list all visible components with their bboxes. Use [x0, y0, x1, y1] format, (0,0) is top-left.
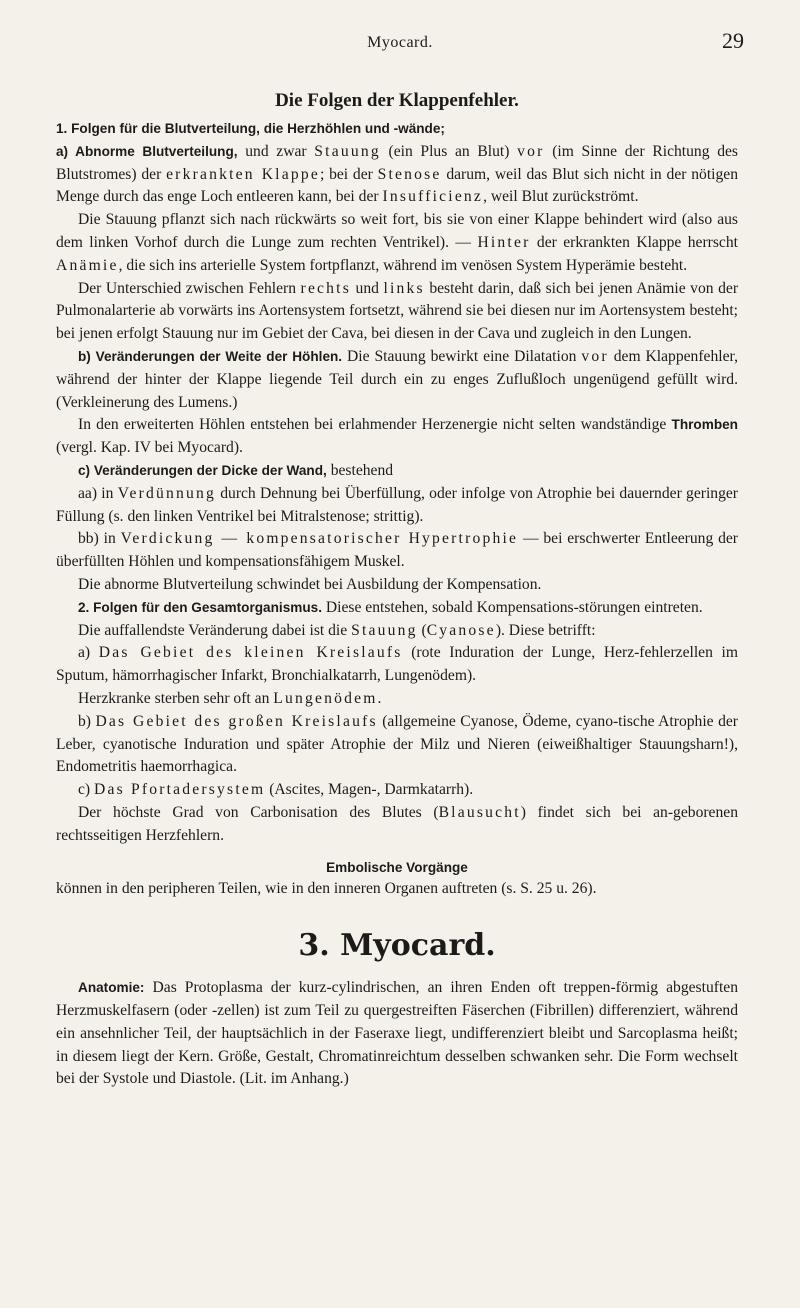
embolic-heading: Embolische Vorgänge: [326, 859, 468, 875]
page-number: 29: [722, 28, 744, 53]
paragraph-2b: b) Das Gebiet des großen Kreislaufs (allgemeine Cyanose, Ödeme, cyano-tische Atrophie der Leber, cyanotische Induration und später Atrophie der Milz und Nieren (eiweißhaltiger Stauungsharn!), Endometritis haemorrhagica.: [56, 712, 738, 776]
paragraph-anatomie: Anatomie: Das Protoplasma der kurz-cylindrischen, an ihren Enden oft treppen-förmig abgestuften Herzmuskelfasern (oder -zellen) ist zum Teil zu quergestreiften Fäserchen (Fibrillen) differenziert, während ein ansehnlicher Teil, der hauptsächlich in der Faseraxe liegt, undifferenziert bleibt und Sarcoplasma heißt; in diesem liegt der Kern. Größe, Gestalt, Chromatinreichtum desselben schwanken sehr. Die Form wechselt bei der Systole und Diastole. (Lit. im Anhang.): [56, 979, 738, 1088]
subsection-1-heading: [56, 118, 738, 141]
paragraph-lungenoedem: Herzkranke sterben sehr oft an Lungenödem.: [78, 689, 382, 707]
section-title: Die Folgen der Klappenfehler.: [275, 90, 519, 111]
paragraph-embolic: können in den peripheren Teilen, wie in den inneren Organen auftreten (s. S. 25 u. 26).: [56, 879, 597, 897]
paragraph-unterschied: Der Unterschied zwischen Fehlern rechts und links besteht darin, daß sich bei jenen Anämie von der Pulmonalarterie ab vorwärts ins Aortensystem fortsetzt, während sie bei diesen nur im Aortensystem besteht; bei jenen erfolgt Stauung nur im Gebiet der Cava, bei diesen in der Cava und zugleich in den Lungen.: [56, 279, 739, 343]
paragraph-2c: c) Das Pfortadersystem (Ascites, Magen-, Darmkatarrh).: [78, 781, 474, 799]
paragraph-blausucht: Der höchste Grad von Carbonisation des Blutes (Blausucht) findet sich bei an-geborenen rechtsseitigen Herzfehlern.: [56, 803, 738, 844]
paragraph-bb: bb) in Verdickung — kompensatorischer Hypertrophie — bei erschwerter Entleerung der überfüllten Höhlen und kompensationsfähigem Muskel.: [56, 530, 738, 571]
running-head: Myocard.: [367, 34, 433, 51]
paragraph-aa: aa) in Verdünnung durch Dehnung bei Überfüllung, oder infolge von Atrophie bei dauernder geringer Füllung (s. den linken Ventrikel bei Mitralstenose; strittig).: [56, 484, 738, 525]
paragraph-1b: b) Veränderungen der Weite der Höhlen. Die Stauung bewirkt eine Dilatation vor dem Klappenfehler, während der hinter der Klappe liegende Teil durch ein zu enges Zuflußloch ungenügend gefüllt wird. (Verkleinerung des Lumens.): [56, 347, 738, 411]
paragraph-thromben: In den erweiterten Höhlen entstehen bei erlahmender Herzenergie nicht selten wandständige Thromben (vergl. Kap. IV bei Myocard).: [56, 416, 738, 457]
paragraph-2a: a) Das Gebiet des kleinen Kreislaufs (rote Induration der Lunge, Herz-fehlerzellen im Sputum, hämorrhagischer Infarkt, Bronchialkatarrh, Lungenödem).: [56, 644, 738, 685]
subsection-1-label: 1. Folgen für die Blutverteilung, die Herzhöhlen und -wände;: [56, 121, 445, 136]
chapter-title: 3. Myocard.: [298, 928, 496, 964]
paragraph-kompensation: Die abnorme Blutverteilung schwindet bei Ausbildung der Kompensation.: [78, 575, 542, 593]
paragraph-2: 2. Folgen für den Gesamtorganismus. Diese entstehen, sobald Kompensations-störungen eintreten.: [78, 598, 703, 616]
paragraph-1c: c) Veränderungen der Dicke der Wand, bestehend: [78, 461, 394, 479]
paragraph-1a: a) Abnorme Blutverteilung, und zwar Stauung (ein Plus an Blut) vor (im Sinne der Richtung des Blutstromes) der erkrankten Klappe; bei der Stenose darum, weil das Blut sich nicht in der nötigen Menge durch das enge Loch entleeren kann, bei der Insufficienz, weil Blut zurückströmt.: [56, 142, 738, 206]
paragraph-cyanose: Die auffallendste Veränderung dabei ist die Stauung (Cyanose). Diese betrifft:: [78, 621, 596, 639]
paragraph-stauung: Die Stauung pflanzt sich nach rückwärts so weit fort, bis sie von einer Klappe behindert wird (also aus dem linken Vorhof durch die Lunge zum rechten Ventrikel). — Hinter der erkrankten Klappe herrscht Anämie, die sich ins arterielle System fortpflanzt, während im venösen System Hyperämie besteht.: [56, 211, 738, 274]
